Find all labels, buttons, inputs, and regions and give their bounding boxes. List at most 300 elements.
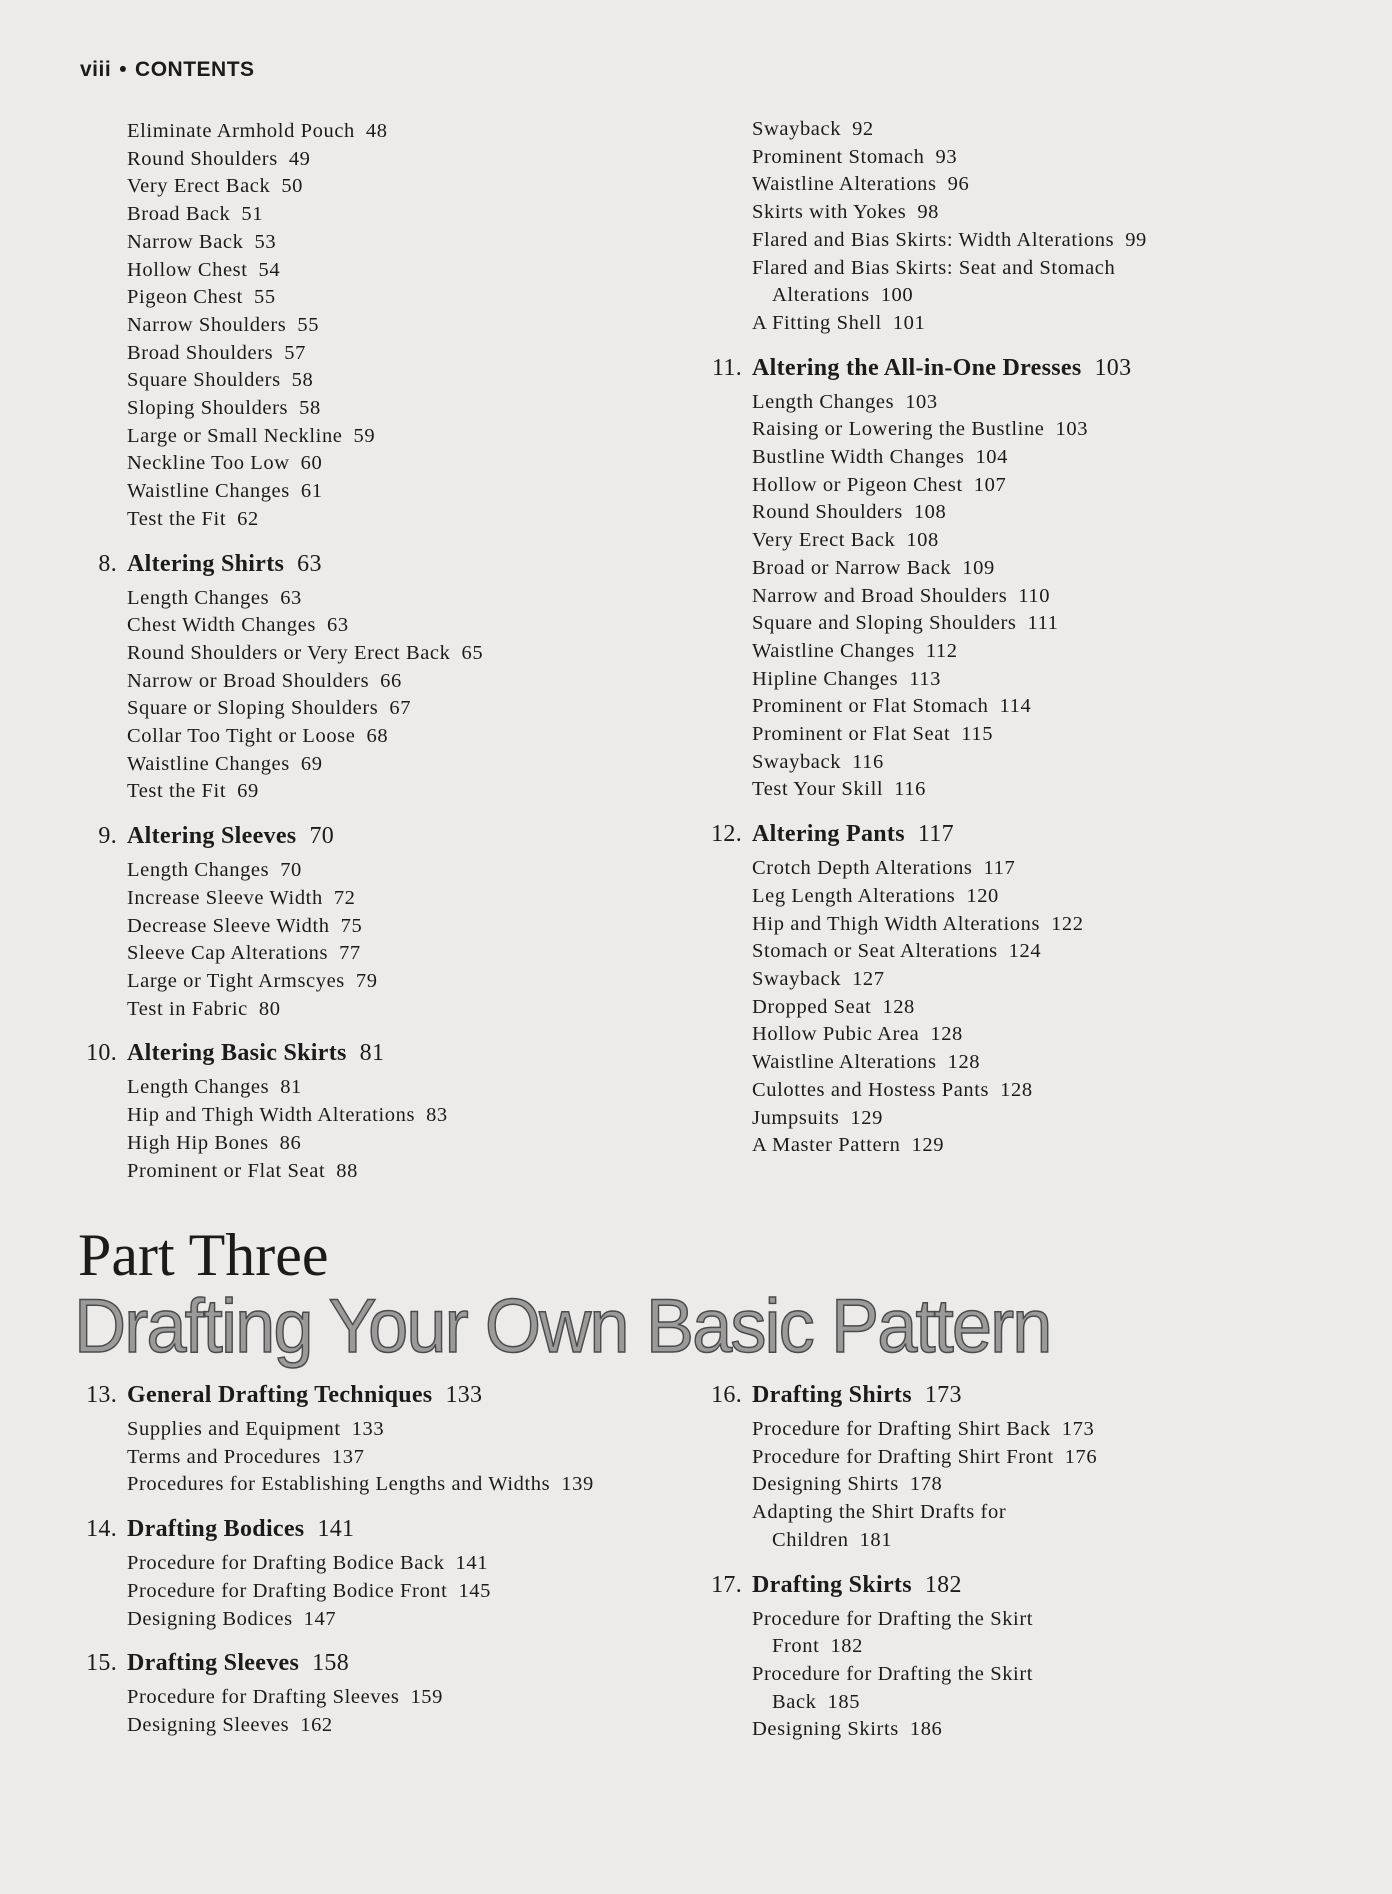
toc-entry[interactable]: [127, 1102, 727, 1130]
section-heading: [98, 815, 727, 857]
entry-title: Waistline Changes: [752, 639, 915, 662]
entry-title: Waistline Alterations: [752, 1051, 937, 1074]
toc-entry[interactable]: [752, 638, 1352, 666]
entry-title: Hip and Thigh Width Alterations: [127, 1104, 416, 1127]
toc-entry[interactable]: [752, 227, 1352, 255]
entry-page: 162: [300, 1713, 333, 1736]
entry-page: 185: [827, 1690, 861, 1713]
entry-title: Eliminate Armhold Pouch: [127, 120, 355, 142]
entry-title: Skirts with Yokes: [752, 201, 907, 224]
section-title: Altering Basic Skirts: [127, 1040, 347, 1067]
entry-page: 115: [961, 723, 994, 746]
section-title: Drafting Sleeves: [127, 1650, 300, 1677]
entry-title-continued-text: Back: [772, 1690, 817, 1713]
entry-page: 96: [947, 173, 970, 196]
toc-entry[interactable]: [752, 855, 1352, 883]
section-number: 10.: [86, 1040, 117, 1067]
entry-page: 117: [983, 857, 1016, 880]
section-heading: [86, 1032, 727, 1074]
toc-entry[interactable]: [127, 1471, 727, 1499]
section-title: General Drafting Techniques: [127, 1382, 433, 1408]
section-title: Altering Pants: [752, 821, 905, 848]
toc-entry[interactable]: [127, 478, 727, 506]
toc-entry[interactable]: [752, 994, 1352, 1022]
entry-title: Broad or Narrow Back: [752, 556, 952, 579]
toc-entry[interactable]: [752, 1471, 1352, 1499]
entry-title: Waistline Alterations: [752, 173, 937, 196]
entry-title: Swayback: [752, 750, 842, 773]
entry-page: 120: [966, 884, 999, 907]
toc-entry[interactable]: [752, 1105, 1352, 1133]
entry-title: Large or Tight Armscyes: [127, 969, 345, 992]
toc-entry[interactable]: [752, 1499, 1352, 1554]
header-title: CONTENTS: [135, 58, 255, 81]
entry-title: Hollow Chest: [127, 258, 248, 281]
entry-title: Bustline Width Changes: [752, 446, 965, 469]
entry-title: A Master Pattern: [752, 1134, 901, 1157]
toc-entry[interactable]: [752, 693, 1352, 721]
entry-page: 51: [241, 203, 264, 226]
entry-title: Designing Skirts: [752, 1718, 899, 1741]
entry-page: 139: [561, 1473, 594, 1496]
running-header: [80, 58, 255, 82]
entry-title: Sleeve Cap Alterations: [127, 942, 329, 965]
entry-title: Pigeon Chest: [127, 286, 243, 309]
entry-title: Narrow Shoulders: [127, 313, 287, 336]
entry-title: Flared and Bias Skirts: Width Alterations: [752, 228, 1115, 251]
entry-title: Neckline Too Low: [127, 452, 290, 475]
entry-page: 98: [917, 201, 940, 224]
entry-page: 103: [905, 390, 938, 413]
entry-title: Round Shoulders: [752, 501, 903, 524]
section-title: Altering Shirts: [127, 550, 285, 577]
toc-column-top-right: [711, 116, 1352, 1160]
entry-title: Designing Bodices: [127, 1607, 293, 1630]
entry-title: Swayback: [752, 118, 842, 140]
part-title: Drafting Your Own Basic Pattern: [74, 1284, 1051, 1369]
entry-title: Procedure for Drafting Shirt Back: [752, 1418, 1051, 1440]
section-title: Altering Sleeves: [127, 823, 297, 850]
toc-entry[interactable]: [127, 940, 727, 968]
toc-column-bottom-left: [86, 1374, 727, 1740]
entry-page: 49: [288, 147, 311, 170]
toc-entry[interactable]: [127, 885, 727, 913]
section-page: 63: [297, 550, 322, 577]
entry-page: 55: [253, 286, 276, 309]
entry-title: Culottes and Hostess Pants: [752, 1078, 990, 1101]
entry-title-continued-text: Alterations: [772, 284, 870, 307]
entry-title: Test in Fabric: [127, 997, 248, 1020]
entry-title: Chest Width Changes: [127, 614, 316, 637]
entry-page: 69: [300, 752, 323, 775]
toc-entry[interactable]: [127, 778, 727, 806]
section-number: 9.: [98, 823, 117, 850]
entry-title: Jumpsuits: [752, 1106, 840, 1129]
entry-title: Narrow Back: [127, 230, 244, 253]
section-heading: [711, 347, 1352, 389]
entry-page: 128: [882, 995, 915, 1018]
toc-entry[interactable]: [752, 444, 1352, 472]
section-number: 8.: [98, 550, 117, 577]
toc-entry[interactable]: [752, 472, 1352, 500]
toc-column-bottom-right: [711, 1374, 1352, 1744]
entry-title: Procedure for Drafting Bodice Back: [127, 1552, 445, 1575]
entry-page: 58: [291, 369, 314, 392]
toc-entry[interactable]: [127, 173, 727, 201]
toc-entry[interactable]: [127, 201, 727, 229]
entry-page: 103: [1055, 418, 1089, 441]
entry-page: 178: [909, 1473, 943, 1496]
toc-entry[interactable]: [752, 116, 1352, 144]
entry-page: 110: [1018, 584, 1051, 607]
entry-title: Waistline Changes: [127, 480, 290, 503]
entry-title: Collar Too Tight or Loose: [127, 725, 356, 748]
entry-title: Procedure for Drafting Bodice Front: [127, 1579, 448, 1602]
entry-title: Swayback: [752, 967, 842, 990]
entry-page: 60: [300, 452, 323, 475]
entry-title: Test the Fit: [127, 507, 227, 530]
entry-title-continued: [752, 1689, 1352, 1717]
entry-title: Broad Back: [127, 203, 231, 226]
toc-entry[interactable]: [127, 913, 727, 941]
toc-entry[interactable]: [127, 695, 727, 723]
entry-title-continued: [752, 282, 1352, 310]
entry-page: 83: [426, 1104, 448, 1127]
entry-page: 181: [859, 1528, 893, 1551]
toc-entry[interactable]: [127, 1684, 727, 1712]
entry-page: 72: [333, 886, 356, 909]
toc-entry[interactable]: [752, 776, 1352, 804]
section-page: 182: [924, 1571, 962, 1598]
section-page: 173: [924, 1382, 962, 1408]
entry-title: Waistline Changes: [127, 752, 290, 775]
entry-title: Narrow and Broad Shoulders: [752, 584, 1008, 607]
entry-page: 176: [1064, 1445, 1098, 1468]
entry-page: 80: [258, 997, 281, 1020]
toc-entry[interactable]: [752, 583, 1352, 611]
toc-entry[interactable]: [127, 1444, 727, 1472]
toc-entry[interactable]: [752, 416, 1352, 444]
entry-title: Raising or Lowering the Bustline: [752, 418, 1045, 441]
section-title: Altering the All-in-One Dresses: [752, 354, 1082, 381]
section-number: 11.: [711, 354, 742, 381]
entry-page: 108: [906, 529, 939, 552]
toc-entry[interactable]: [752, 171, 1352, 199]
toc-entry[interactable]: [127, 395, 727, 423]
entry-page: 69: [237, 780, 259, 803]
entry-title: Hip and Thigh Width Alterations: [752, 912, 1041, 935]
entry-title: Round Shoulders or Very Erect Back: [127, 641, 451, 664]
toc-entry[interactable]: [127, 968, 727, 996]
section-number: 12.: [711, 821, 742, 848]
entry-title: Hollow Pubic Area: [752, 1023, 920, 1046]
entry-page: 75: [340, 914, 363, 937]
toc-entry[interactable]: [127, 1550, 727, 1578]
entry-page: 88: [336, 1159, 358, 1182]
entry-page: 63: [327, 614, 349, 637]
section-title: Drafting Bodices: [127, 1516, 305, 1543]
entry-title: Dropped Seat: [752, 995, 872, 1018]
section-page: 141: [317, 1516, 355, 1543]
entry-page: 159: [410, 1686, 444, 1709]
toc-entry[interactable]: [752, 1416, 1352, 1444]
toc-entry[interactable]: [127, 340, 727, 368]
bullet: •: [119, 58, 128, 81]
section-title: Drafting Skirts: [752, 1571, 912, 1598]
entry-page: 57: [284, 341, 306, 364]
part-label: Part Three: [78, 1222, 329, 1288]
toc-entry[interactable]: [752, 1606, 1352, 1661]
entry-title: Designing Sleeves: [127, 1713, 290, 1736]
toc-entry[interactable]: [752, 966, 1352, 994]
entry-title: Supplies and Equipment: [127, 1418, 341, 1440]
entry-page: 81: [280, 1076, 302, 1099]
entry-page: 137: [331, 1445, 365, 1468]
toc-entry[interactable]: [752, 144, 1352, 172]
entry-page: 61: [300, 480, 323, 503]
toc-entry[interactable]: [127, 640, 727, 668]
toc-column-top-left: [86, 118, 727, 1185]
entry-page: 77: [339, 942, 361, 965]
entry-page: 62: [237, 507, 259, 530]
toc-entry[interactable]: [752, 255, 1352, 310]
entry-title: Prominent or Flat Seat: [752, 723, 951, 746]
toc-entry[interactable]: [752, 310, 1352, 338]
entry-title-continued-text: Front: [772, 1635, 820, 1658]
entry-page: 86: [279, 1131, 302, 1154]
entry-page: 92: [852, 118, 874, 140]
entry-title: Decrease Sleeve Width: [127, 914, 330, 937]
entry-page: 108: [913, 501, 947, 524]
section-page: 81: [359, 1040, 385, 1067]
toc-entry[interactable]: [127, 1606, 727, 1634]
toc-entry[interactable]: [752, 749, 1352, 777]
toc-entry[interactable]: [752, 666, 1352, 694]
entry-page: 173: [1061, 1418, 1095, 1440]
toc-entry[interactable]: [127, 367, 727, 395]
section-heading: [86, 1508, 727, 1550]
entry-page: 113: [909, 667, 942, 690]
section-heading: [711, 1374, 1352, 1416]
entry-page: 104: [975, 446, 1008, 469]
entry-title: Stomach or Seat Alterations: [752, 940, 998, 963]
entry-title: Prominent or Flat Seat: [127, 1159, 326, 1182]
entry-page: 68: [366, 725, 389, 748]
entry-title: Terms and Procedures: [127, 1445, 321, 1468]
toc-entry[interactable]: [752, 938, 1352, 966]
entry-title: Procedure for Drafting Shirt Front: [752, 1445, 1054, 1468]
entry-page: 116: [894, 778, 926, 801]
entry-title: Very Erect Back: [752, 529, 896, 552]
entry-title: Square Shoulders: [127, 369, 281, 392]
toc-entry[interactable]: [752, 527, 1352, 555]
entry-page: 133: [351, 1418, 385, 1440]
entry-title: Hollow or Pigeon Chest: [752, 473, 963, 496]
entry-page: 112: [925, 639, 958, 662]
toc-entry[interactable]: [752, 721, 1352, 749]
entry-page: 65: [461, 641, 484, 664]
entry-page: 141: [455, 1552, 489, 1575]
toc-entry[interactable]: [127, 612, 727, 640]
entry-title: Square and Sloping Shoulders: [752, 612, 1017, 635]
section-number: 14.: [86, 1516, 117, 1543]
toc-entry[interactable]: [752, 1021, 1352, 1049]
entry-page: 182: [830, 1635, 863, 1658]
entry-title: Procedures for Establishing Lengths and Widths: [127, 1473, 551, 1496]
entry-page: 128: [930, 1023, 963, 1046]
entry-page: 122: [1051, 912, 1084, 935]
toc-entry[interactable]: [752, 1132, 1352, 1160]
entry-title: Length Changes: [127, 1076, 270, 1099]
toc-entry[interactable]: [127, 751, 727, 779]
entry-page: 59: [353, 424, 376, 447]
entry-page: 129: [850, 1106, 883, 1129]
entry-page: 101: [892, 311, 926, 334]
entry-page: 128: [1000, 1078, 1033, 1101]
entry-page: 145: [458, 1579, 492, 1602]
entry-page: 63: [280, 586, 302, 609]
section-heading: [711, 1564, 1352, 1606]
section-title: Drafting Shirts: [752, 1382, 912, 1408]
toc-entry[interactable]: [127, 146, 727, 174]
entry-title: Increase Sleeve Width: [127, 886, 323, 909]
toc-entry[interactable]: [127, 668, 727, 696]
entry-title: Length Changes: [752, 390, 895, 413]
entry-title: Designing Shirts: [752, 1473, 899, 1496]
section-page: 133: [445, 1382, 483, 1408]
entry-title: Procedure for Drafting Sleeves: [127, 1686, 400, 1709]
toc-entry[interactable]: [752, 911, 1352, 939]
toc-entry[interactable]: [127, 118, 727, 146]
entry-title: Procedure for Drafting the Skirt: [752, 1662, 1034, 1685]
toc-entry[interactable]: [127, 1074, 727, 1102]
entry-title: Round Shoulders: [127, 147, 278, 170]
section-heading: [711, 813, 1352, 855]
section-number: 16.: [711, 1382, 742, 1408]
section-page: 70: [309, 823, 335, 850]
entry-title: A Fitting Shell: [752, 311, 882, 334]
toc-entry[interactable]: [752, 1716, 1352, 1744]
entry-title-continued: [752, 1527, 1352, 1555]
entry-title-continued-text: Children: [772, 1528, 849, 1551]
entry-title: Hipline Changes: [752, 667, 899, 690]
toc-entry[interactable]: [127, 1712, 727, 1740]
section-number: 17.: [711, 1571, 742, 1598]
toc-entry[interactable]: [752, 199, 1352, 227]
toc-entry[interactable]: [127, 723, 727, 751]
entry-title-continued: [752, 1633, 1352, 1661]
section-page: 103: [1094, 354, 1132, 381]
entry-title: Length Changes: [127, 859, 270, 882]
entry-page: 100: [880, 284, 914, 307]
toc-entry[interactable]: [752, 610, 1352, 638]
section-page: 117: [917, 821, 954, 848]
entry-title: Sloping Shoulders: [127, 397, 289, 420]
entry-page: 55: [297, 313, 320, 336]
entry-title: Broad Shoulders: [127, 341, 274, 364]
toc-entry[interactable]: [127, 450, 727, 478]
entry-page: 116: [852, 750, 884, 773]
toc-entry[interactable]: [752, 1049, 1352, 1077]
entry-title: Flared and Bias Skirts: Seat and Stomach: [752, 256, 1116, 279]
entry-page: 128: [947, 1051, 981, 1074]
entry-title: Narrow or Broad Shoulders: [127, 669, 370, 692]
toc-entry[interactable]: [752, 555, 1352, 583]
entry-page: 50: [281, 175, 304, 198]
entry-title: High Hip Bones: [127, 1131, 269, 1154]
section-page: 158: [312, 1650, 350, 1677]
entry-title: Prominent Stomach: [752, 145, 925, 168]
toc-entry[interactable]: [752, 389, 1352, 417]
entry-page: 114: [999, 695, 1032, 718]
entry-page: 53: [254, 230, 277, 253]
section-number: 13.: [86, 1382, 117, 1408]
toc-entry[interactable]: [752, 499, 1352, 527]
toc-entry[interactable]: [127, 585, 727, 613]
toc-entry[interactable]: [752, 1661, 1352, 1716]
toc-entry[interactable]: [127, 229, 727, 257]
toc-entry[interactable]: [752, 883, 1352, 911]
entry-title: Square or Sloping Shoulders: [127, 697, 379, 720]
entry-page: 107: [973, 473, 1007, 496]
entry-title: Procedure for Drafting the Skirt: [752, 1607, 1034, 1630]
entry-page: 147: [303, 1607, 337, 1630]
entry-title: Leg Length Alterations: [752, 884, 956, 907]
entry-page: 129: [911, 1134, 945, 1157]
toc-entry[interactable]: [127, 1578, 727, 1606]
entry-title: Very Erect Back: [127, 175, 271, 198]
entry-page: 48: [365, 120, 388, 142]
entry-title: Length Changes: [127, 586, 270, 609]
entry-title: Crotch Depth Alterations: [752, 857, 973, 880]
entry-title: Large or Small Neckline: [127, 424, 343, 447]
entry-page: 58: [299, 397, 321, 420]
toc-entry[interactable]: [127, 312, 727, 340]
section-number: 15.: [86, 1650, 117, 1677]
entry-page: 54: [258, 258, 281, 281]
entry-page: 70: [280, 859, 302, 882]
entry-page: 127: [852, 967, 885, 990]
page-number: viii: [80, 58, 112, 81]
entry-title: Prominent or Flat Stomach: [752, 695, 989, 718]
toc-entry[interactable]: [127, 1130, 727, 1158]
toc-entry[interactable]: [127, 423, 727, 451]
entry-page: 79: [355, 969, 378, 992]
entry-title: Adapting the Shirt Drafts for: [752, 1501, 1007, 1524]
toc-entry[interactable]: [127, 257, 727, 285]
toc-entry[interactable]: [127, 506, 727, 534]
entry-title: Test the Fit: [127, 780, 227, 803]
section-heading: [98, 543, 727, 585]
entry-page: 186: [909, 1718, 943, 1741]
toc-entry[interactable]: [752, 1444, 1352, 1472]
toc-entry[interactable]: [752, 1077, 1352, 1105]
section-heading: [86, 1642, 727, 1684]
entry-page: 111: [1027, 612, 1059, 635]
entry-page: 99: [1125, 228, 1147, 251]
toc-entry[interactable]: [127, 284, 727, 312]
entry-title: Test Your Skill: [752, 778, 884, 801]
entry-page: 66: [380, 669, 402, 692]
toc-entry[interactable]: [127, 1416, 727, 1444]
entry-page: 93: [935, 145, 958, 168]
section-heading: [86, 1374, 727, 1416]
toc-entry[interactable]: [127, 1158, 727, 1186]
toc-entry[interactable]: [127, 996, 727, 1024]
entry-page: 124: [1008, 940, 1042, 963]
toc-entry[interactable]: [127, 857, 727, 885]
entry-page: 67: [389, 697, 412, 720]
